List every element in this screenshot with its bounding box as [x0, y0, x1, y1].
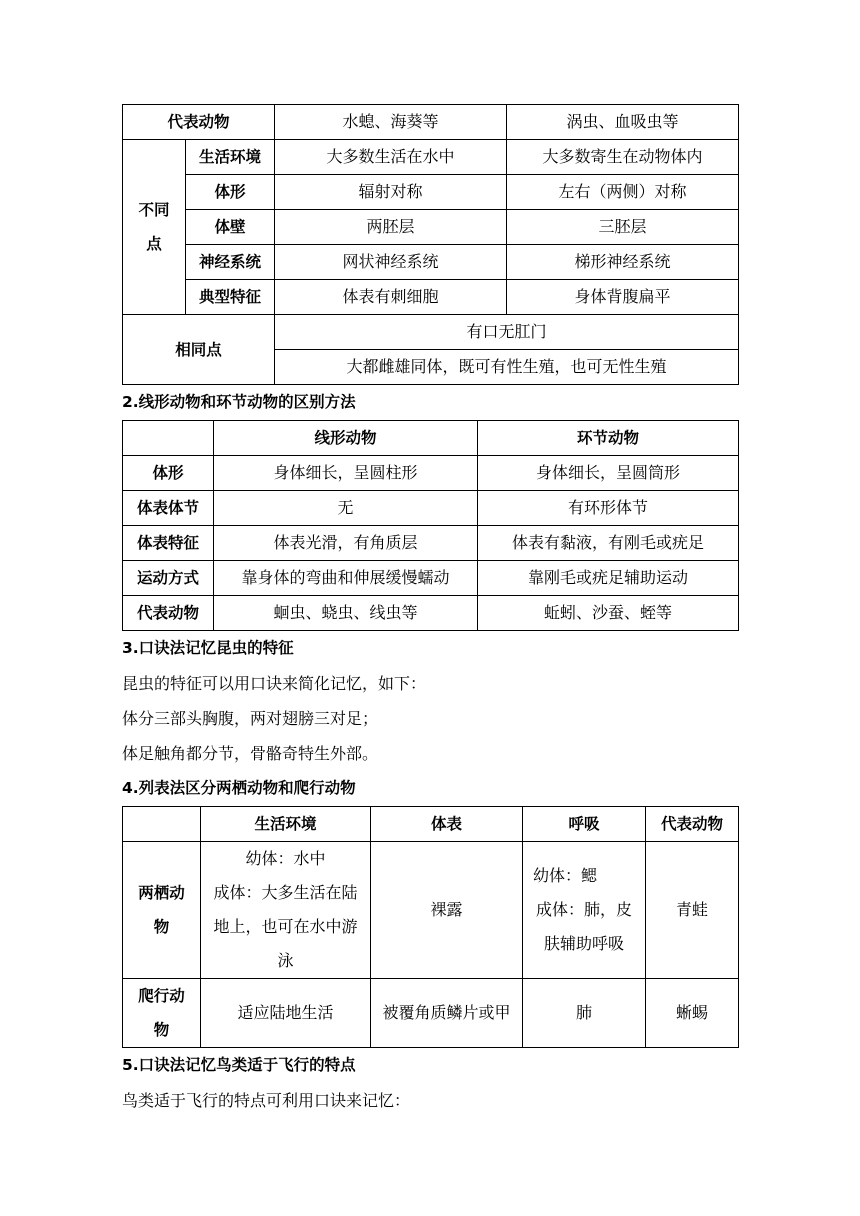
table-amphibian-reptile [122, 806, 739, 1048]
cell-flatworm: 梯形神经系统 [507, 245, 739, 280]
section-heading: 2.线形动物和环节动物的区别方法 [122, 393, 356, 411]
row-label: 体表特征 [123, 526, 214, 561]
cell-cnidaria: 大多数生活在水中 [275, 140, 507, 175]
same-value: 有口无肛门 [275, 315, 739, 350]
row-label: 体形 [123, 456, 214, 491]
paragraph: 鸟类适于飞行的特点可利用口诀来记忆： [122, 1091, 411, 1110]
cell-nematode: 靠身体的弯曲和伸展缓慢蠕动 [214, 561, 478, 596]
row-label: 两栖动物 [123, 842, 201, 979]
cell-skin: 裸露 [371, 842, 523, 979]
table-row [123, 210, 739, 245]
row-label: 运动方式 [123, 561, 214, 596]
row-label: 体表体节 [123, 491, 214, 526]
cell-annelid: 身体细长，呈圆筒形 [478, 456, 739, 491]
cell-skin: 被覆角质鳞片或甲 [371, 979, 523, 1048]
cell-flatworm: 大多数寄生在动物体内 [507, 140, 739, 175]
cell-cnidaria: 网状神经系统 [275, 245, 507, 280]
breath-larva: 幼体：鳃 [533, 866, 598, 885]
cell-cnidaria: 水螅、海葵等 [275, 105, 507, 140]
same-value: 大都雌雄同体，既可有性生殖，也可无性生殖 [275, 350, 739, 385]
cell-nematode: 体表光滑，有角质层 [214, 526, 478, 561]
table-row [123, 315, 739, 350]
table-header-row [123, 807, 739, 842]
cell-cnidaria: 体表有刺细胞 [275, 280, 507, 315]
cell-annelid: 蚯蚓、沙蚕、蛭等 [478, 596, 739, 631]
table-row [123, 105, 739, 140]
cell-environment [201, 842, 371, 979]
table-row [123, 456, 739, 491]
cell-example: 蜥蜴 [646, 979, 739, 1048]
column-header: 代表动物 [646, 807, 739, 842]
cell-nematode: 蛔虫、蛲虫、线虫等 [214, 596, 478, 631]
env-larva: 幼体：水中 [245, 849, 326, 868]
document-body [122, 104, 738, 1118]
table-row [123, 280, 739, 315]
table-row [123, 561, 739, 596]
table-header-row [123, 421, 739, 456]
cell-flatworm: 三胚层 [507, 210, 739, 245]
table-row [123, 842, 739, 979]
row-label: 体形 [186, 175, 275, 210]
column-header: 呼吸 [523, 807, 646, 842]
cell-cnidaria: 辐射对称 [275, 175, 507, 210]
row-label: 爬行动物 [123, 979, 201, 1048]
column-header [123, 807, 201, 842]
row-label: 代表动物 [123, 105, 275, 140]
row-label: 神经系统 [186, 245, 275, 280]
cell-annelid: 体表有黏液，有刚毛或疣足 [478, 526, 739, 561]
column-header: 线形动物 [214, 421, 478, 456]
cell-annelid: 靠刚毛或疣足辅助运动 [478, 561, 739, 596]
cell-annelid: 有环形体节 [478, 491, 739, 526]
table-row [123, 175, 739, 210]
env-adult: 成体：大多生活在陆地上，也可在水中游泳 [213, 883, 358, 970]
column-header: 生活环境 [201, 807, 371, 842]
section-heading: 3.口诀法记忆昆虫的特征 [122, 639, 294, 657]
row-label: 代表动物 [123, 596, 214, 631]
cell-breathing: 肺 [523, 979, 646, 1048]
cell-example: 青蛙 [646, 842, 739, 979]
column-header: 环节动物 [478, 421, 739, 456]
cell-cnidaria: 两胚层 [275, 210, 507, 245]
section-heading: 5.口诀法记忆鸟类适于飞行的特点 [122, 1056, 356, 1074]
cell-breathing [523, 842, 646, 979]
same-label: 相同点 [123, 315, 275, 385]
row-label: 体壁 [186, 210, 275, 245]
cell-nematode: 无 [214, 491, 478, 526]
cell-environment: 适应陆地生活 [201, 979, 371, 1048]
cell-flatworm: 左右（两侧）对称 [507, 175, 739, 210]
table-cnidaria-flatworm [122, 104, 739, 385]
diff-group-label [123, 140, 186, 315]
row-label: 典型特征 [186, 280, 275, 315]
table-row [123, 596, 739, 631]
table-row [123, 245, 739, 280]
table-row [123, 979, 739, 1048]
table-row [123, 491, 739, 526]
paragraph: 体分三部头胸腹，两对翅膀三对足； [122, 709, 379, 728]
breath-adult: 成体：肺，皮肤辅助呼吸 [535, 900, 632, 953]
cell-flatworm: 身体背腹扁平 [507, 280, 739, 315]
column-header: 体表 [371, 807, 523, 842]
table-row [123, 140, 739, 175]
row-label: 生活环境 [186, 140, 275, 175]
cell-nematode: 身体细长，呈圆柱形 [214, 456, 478, 491]
diff-group-text: 不同点 [138, 201, 170, 253]
cell-flatworm: 涡虫、血吸虫等 [507, 105, 739, 140]
column-header [123, 421, 214, 456]
table-row [123, 526, 739, 561]
paragraph: 体足触角都分节，骨骼奇特生外部。 [122, 744, 379, 763]
section-heading: 4.列表法区分两栖动物和爬行动物 [122, 779, 356, 797]
table-nematode-annelid [122, 420, 739, 631]
paragraph: 昆虫的特征可以用口诀来简化记忆，如下： [122, 674, 427, 693]
